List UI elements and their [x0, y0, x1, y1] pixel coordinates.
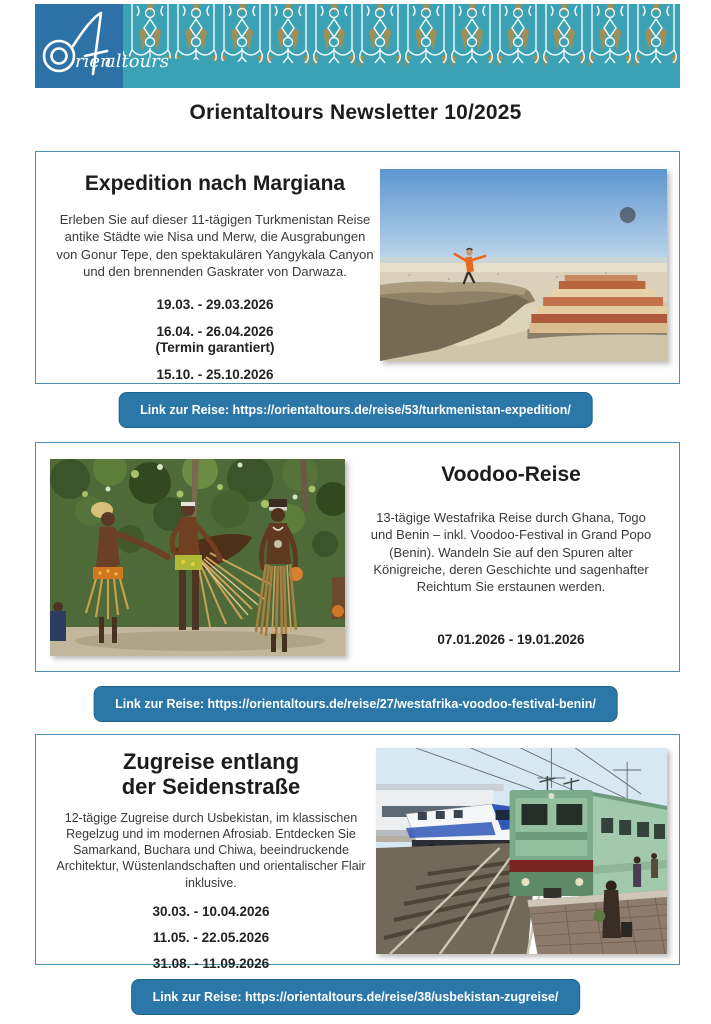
yangykala-canyon-desert-photo: [380, 169, 667, 361]
logo-text-part2: altours: [105, 51, 169, 72]
card-zugreise-title-line2: der Seidenstraße: [121, 774, 301, 800]
card-zugreise-text-column: [46, 747, 376, 971]
card-voodoo-description: 13-tägige Westafrika Reise durch Ghana, Togo und Benin – inkl. Voodoo-Festival in Grand Popo (Benin). Wandeln Sie auf den Spuren alter Königreiche, deren Geschichte und sagenhafter Reichtum Sie erstaunen werden.: [370, 510, 652, 595]
orientaltours-logo: [35, 4, 220, 88]
logo-text-part1: rien: [75, 51, 112, 72]
card-voodoo-title: Voodoo-Reise: [441, 463, 581, 486]
card-margiana-date-3: 15.10. - 25.10.2026: [156, 367, 274, 383]
link-button-usbekistan-label: Link zur Reise: https://orientaltours.de/reise/38/usbekistan-zugreise/: [152, 990, 559, 1004]
voodoo-festival-dancers-photo: [50, 459, 345, 656]
card-zugreise-seidenstrasse: [35, 734, 680, 971]
card-zugreise-title-line1: Zugreise entlang: [122, 749, 300, 774]
card-margiana-title: Expedition nach Margiana: [84, 172, 346, 195]
link-button-turkmenistan-expedition[interactable]: [118, 392, 593, 428]
card-margiana-expedition: [35, 151, 680, 384]
link-button-westafrika-voodoo[interactable]: [93, 686, 618, 722]
card-zugreise-date-1: 30.03. - 10.04.2026: [152, 903, 270, 919]
usbekistan-trains-photo: [376, 748, 667, 954]
card-voodoo-date-1: 07.01.2026 - 19.01.2026: [437, 631, 585, 647]
card-margiana-date-1: 19.03. - 29.03.2026: [156, 297, 274, 313]
card-margiana-description: Erleben Sie auf dieser 11-tägigen Turkmenistan Reise antike Städte wie Nisa und Merw, die Ausgrabungen von Gonur Tepe, den spektakulären Yangykala Canyon und den brennenden Gaskrater von Darwaza.: [56, 212, 374, 279]
card-voodoo-text-column: [345, 457, 665, 661]
link-button-usbekistan-zugreise[interactable]: [131, 979, 581, 1015]
card-zugreise-date-3: 31.08. - 11.09.2026: [152, 955, 270, 971]
card-margiana-date-note: (Termin garantiert): [155, 340, 275, 356]
link-button-westafrika-label: Link zur Reise: https://orientaltours.de/reise/27/westafrika-voodoo-festival-benin/: [115, 697, 596, 711]
card-margiana-text-column: [50, 166, 380, 383]
card-margiana-date-2: 16.04. - 26.04.2026: [156, 324, 274, 340]
card-voodoo-reise: [35, 442, 680, 672]
header-banner: [35, 4, 680, 88]
card-zugreise-date-2: 11.05. - 22.05.2026: [152, 929, 270, 945]
card-zugreise-description: 12-tägige Zugreise durch Usbekistan, im klassischen Regelzug und im modernen Afrosiab. Entdecken Sie Samarkand, Buchara und Chiwa, beeindruckende Architektur, Wüstenlandschaften und orientalischer Flair inklusive.: [56, 810, 366, 890]
link-button-turkmenistan-label: Link zur Reise: https://orientaltours.de/reise/53/turkmenistan-expedition/: [140, 403, 571, 417]
newsletter-title: Orientaltours Newsletter 10/2025: [189, 101, 522, 124]
